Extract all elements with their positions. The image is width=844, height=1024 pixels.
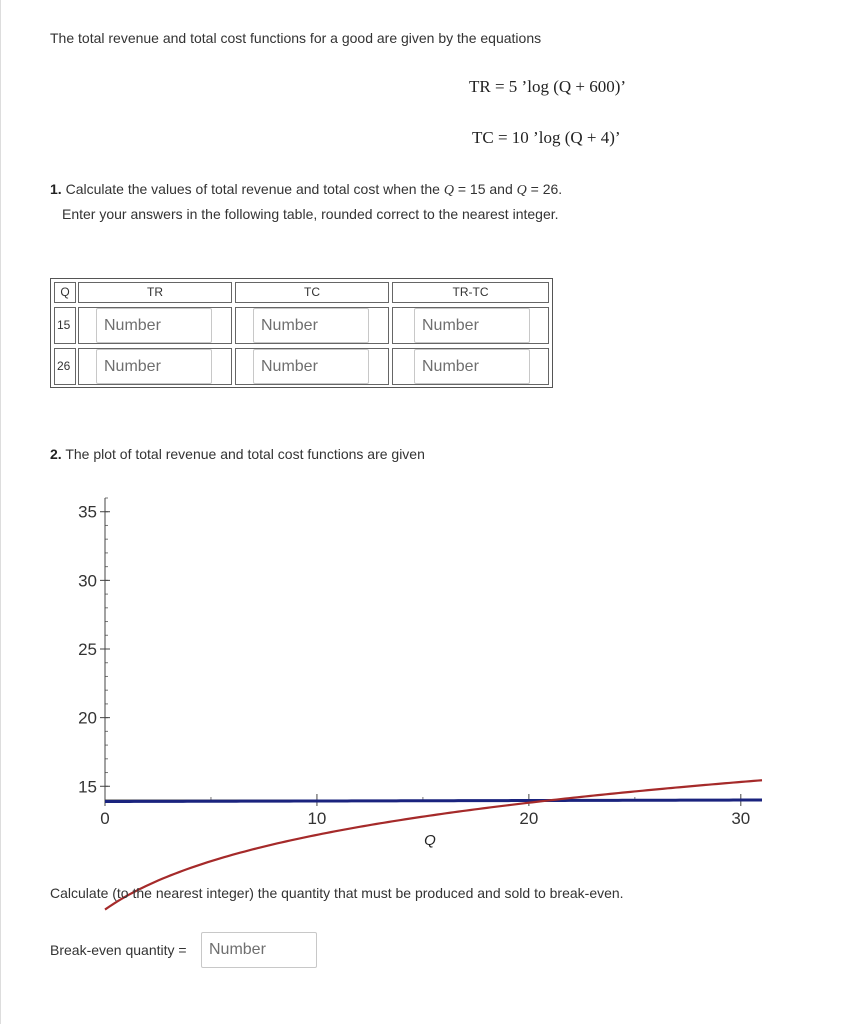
x-tick-label: 10 — [307, 809, 327, 828]
header-tr-tc: TR-TC — [392, 282, 549, 303]
y-tick-label: 25 — [78, 640, 97, 659]
breakeven-instruction: Calculate (to the nearest integer) the quantity that must be produced and sold to break-even. — [50, 885, 624, 901]
question-2-text-body: The plot of total revenue and total cost functions are given — [61, 446, 425, 462]
header-q: Q — [54, 282, 76, 303]
q-equals-15: = 15 and — [453, 181, 517, 197]
header-tc: TC — [235, 282, 389, 303]
x-tick-label: 20 — [519, 809, 539, 828]
y-tick-label: 35 — [78, 502, 97, 522]
question-1-instructions: Enter your answers in the following table, rounded correct to the nearest integer. — [62, 206, 559, 222]
tc-equation: TC = 10 ’log (Q + 4)’ — [472, 128, 621, 147]
intro-text: The total revenue and total cost functions for a good are given by the equations — [50, 30, 542, 46]
question-2-number: 2. — [50, 446, 62, 462]
q-variable: Q — [443, 183, 454, 198]
question-1-text-a: Calculate the values of total revenue and total cost when the — [61, 181, 444, 197]
breakeven-label: Break-even quantity = — [50, 942, 187, 958]
y-tick-label: 15 — [78, 777, 97, 797]
major-ticks — [78, 503, 750, 828]
minor-ticks — [105, 498, 635, 800]
row-q-15: 15 — [54, 307, 76, 344]
y-tick-label: 30 — [78, 571, 97, 591]
x-tick-label: 0 — [100, 809, 110, 828]
series-tr-line — [105, 800, 762, 802]
breakeven-input[interactable] — [201, 932, 317, 968]
x-axis-label: Q — [424, 832, 436, 849]
header-tr: TR — [78, 282, 232, 303]
tr-equation: TR = 5 ’log (Q + 600)’ — [469, 77, 627, 96]
row-q-26: 26 — [54, 348, 76, 385]
q-equals-26: = 26. — [526, 181, 563, 197]
x-tick-label: 30 — [731, 809, 751, 828]
q-variable: Q — [516, 183, 527, 198]
y-tick-label: 20 — [78, 708, 97, 728]
question-1-number: 1. — [50, 181, 62, 197]
